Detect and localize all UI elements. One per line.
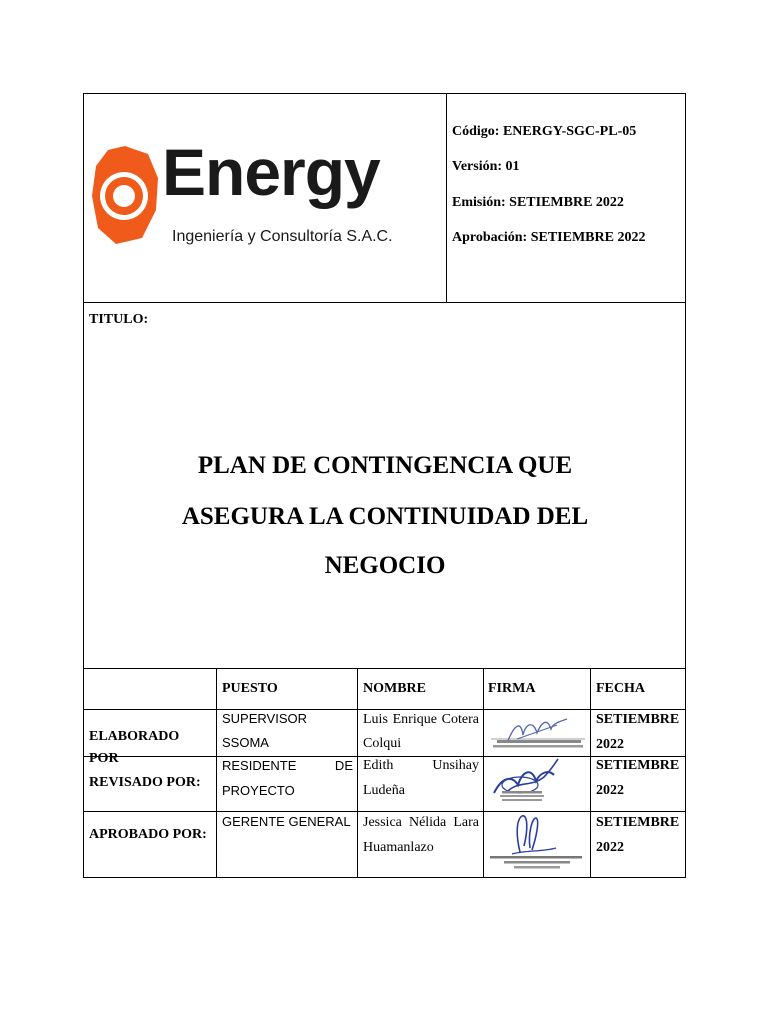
emision-label: Emisión [452,195,502,210]
fecha-line-1: SETIEMBRE [596,712,680,727]
document-title-line-2: ASEGURA LA CONTINUIDAD DEL [181,503,589,530]
table-col1-divider [216,668,217,878]
version-line [452,159,520,175]
codigo-value: ENERGY-SGC-PL-05 [502,124,637,139]
emision-value: : SETIEMBRE 2022 [501,195,624,210]
aprobacion-label: Aprobación: [452,230,528,245]
nombre-line-1: Jessica Nélida Lara [363,815,479,830]
codigo-label: Código: [452,124,500,139]
version-label: Versión: [452,159,503,174]
fecha-line-2: 2022 [596,783,624,798]
version-value: 01 [505,159,520,174]
fecha-line-2: 2022 [596,840,624,855]
header-nombre: NOMBRE [363,681,426,696]
nombre-line-2: Colqui [363,736,402,751]
table-col2-divider [357,668,358,878]
table-col4-divider [590,668,591,878]
header-divider [83,302,686,303]
energy-logo-mark-icon [90,140,160,250]
row-role-label: APROBADO POR: [89,827,207,842]
fecha-line-2: 2022 [596,737,624,752]
signature-stamp-icon [487,713,587,753]
puesto-line-2: SSOMA [222,735,269,750]
document-title-line-3: NEGOCIO [324,552,446,579]
nombre-line-1: Luis Enrique Cotera [363,712,479,727]
codigo-line [452,124,636,140]
row-role-label: ELABORADO POR [89,729,180,766]
table-top-border [83,668,686,669]
nombre-line-2: Huamanlazo [363,840,434,855]
aprobacion-value: SETIEMBRE 2022 [530,230,646,245]
puesto-line-2: PROYECTO [222,783,295,798]
puesto-line-1: RESIDENTE DE [222,758,353,773]
nombre-line-1: Edith Unsihay [363,758,479,773]
row-role-label: REVISADO POR: [89,775,201,790]
emision-line [452,195,624,211]
puesto-line-1: SUPERVISOR [222,711,308,726]
fecha-line-1: SETIEMBRE [596,815,680,830]
header-vertical-divider [446,93,447,303]
puesto-line-1: GERENTE GENERAL [222,814,351,829]
nombre-line-2: Ludeña [363,783,405,798]
table-row2-divider [83,811,686,812]
table-header-divider [83,709,686,710]
table-row1-divider [83,756,686,757]
aprobacion-line [452,230,645,246]
header-puesto: PUESTO [222,681,278,696]
logo-tagline-text: Ingeniería y Consultoría S.A.C. [172,228,393,245]
company-logo [90,135,393,255]
header-firma: FIRMA [488,681,536,696]
logo-brand-text: Energy [162,135,380,209]
signature-stamp-icon [486,812,586,876]
document-title-line-1: PLAN DE CONTINGENCIA QUE [197,452,573,479]
header-fecha: FECHA [596,681,645,696]
fecha-line-1: SETIEMBRE [596,758,680,773]
table-col3-divider [483,668,484,878]
signature-stamp-icon [488,757,568,807]
titulo-label: TITULO: [89,312,149,327]
